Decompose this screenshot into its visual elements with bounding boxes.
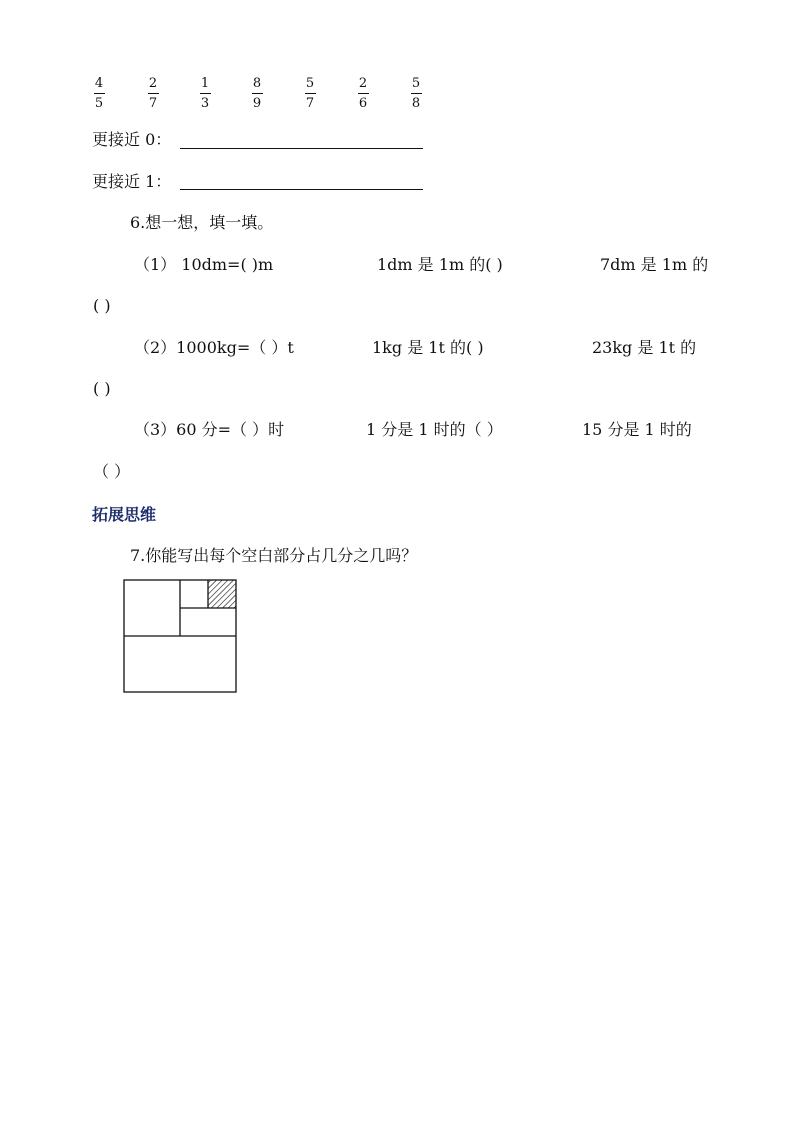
closer-one-label: 更接近 1： [92, 172, 172, 191]
fraction-5 [303, 77, 317, 111]
q6-item-2-part-c: 23kg 是 1t 的 [592, 338, 697, 357]
section-title-extension: 拓展思维 [92, 505, 157, 524]
fraction-bar [411, 93, 422, 94]
closer-zero-answer-line[interactable] [180, 148, 423, 149]
fraction-bar [358, 93, 369, 94]
denominator: 3 [200, 96, 210, 111]
shaded-square [208, 580, 236, 608]
q6-item-1-part-a: （1） 10dm=( )m [134, 255, 274, 274]
fraction-3 [198, 77, 212, 111]
fraction-bar [200, 93, 211, 94]
q6-item-3-part-c: 15 分是 1 时的 [582, 420, 692, 439]
fraction-6 [356, 77, 370, 111]
q6-item-1-tail: ( ) [93, 296, 111, 315]
denominator: 9 [252, 96, 262, 111]
square-partition-diagram [122, 578, 238, 694]
numerator: 2 [358, 76, 368, 91]
question-6-title: 6.想一想，填一填。 [130, 213, 274, 232]
fraction-bar [305, 93, 316, 94]
closer-one-answer-line[interactable] [180, 189, 423, 190]
denominator: 8 [411, 96, 421, 111]
denominator: 6 [358, 96, 368, 111]
fraction-bar [148, 93, 159, 94]
fraction-4 [250, 77, 264, 111]
q6-item-3-part-b: 1 分是 1 时的（ ） [366, 420, 503, 439]
fraction-bar [252, 93, 263, 94]
denominator: 7 [305, 96, 315, 111]
denominator: 7 [148, 96, 158, 111]
q6-item-2-part-a: （2）1000kg=（ ）t [134, 338, 294, 357]
fraction-1 [92, 77, 106, 111]
q6-item-3-tail: （ ） [93, 462, 131, 481]
q6-item-1-part-b: 1dm 是 1m 的( ) [377, 255, 503, 274]
numerator: 1 [200, 76, 210, 91]
q6-item-2-tail: ( ) [93, 379, 111, 398]
numerator: 5 [411, 76, 421, 91]
q6-item-3-part-a: （3）60 分=（ ）时 [134, 420, 285, 439]
fraction-7 [409, 77, 423, 111]
q6-item-2-part-b: 1kg 是 1t 的( ) [372, 338, 484, 357]
numerator: 4 [94, 76, 104, 91]
numerator: 5 [305, 76, 315, 91]
closer-zero-label: 更接近 0： [92, 130, 172, 149]
fraction-2 [146, 77, 160, 111]
q6-item-1-part-c: 7dm 是 1m 的 [600, 255, 709, 274]
question-7-title: 7.你能写出每个空白部分占几分之几吗？ [130, 546, 418, 565]
fraction-bar [94, 93, 105, 94]
numerator: 2 [148, 76, 158, 91]
numerator: 8 [252, 76, 262, 91]
denominator: 5 [94, 96, 104, 111]
